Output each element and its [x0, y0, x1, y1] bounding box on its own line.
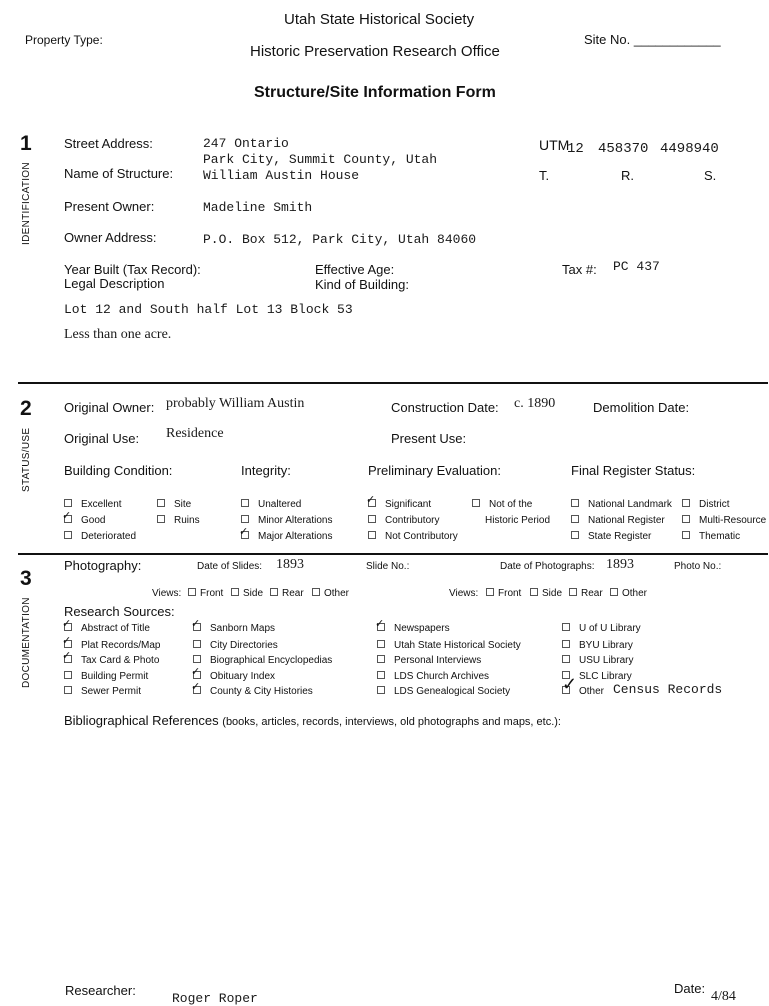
checkbox-minor-alterations[interactable]: Minor Alterations: [241, 515, 332, 526]
form-title: Structure/Site Information Form: [254, 84, 496, 101]
date-of-slides-label: Date of Slides:: [197, 561, 263, 572]
slides-view-rear[interactable]: Rear: [270, 588, 304, 599]
street-address-line-2: Park City, Summit County, Utah: [203, 152, 438, 167]
construction-date-value: c. 1890: [514, 396, 556, 411]
township-label: T.: [539, 168, 550, 183]
checkbox-slc-library[interactable]: SLC Library: [562, 671, 632, 682]
section-2-side-label: STATUS/USE: [21, 427, 32, 492]
photos-view-side[interactable]: Side: [530, 588, 562, 599]
utm-northing: 4498940: [660, 141, 719, 157]
checkbox-national-landmark[interactable]: National Landmark: [571, 499, 672, 510]
legal-description-line-1: Lot 12 and South half Lot 13 Block 53: [64, 302, 353, 317]
section-label: S.: [704, 168, 717, 183]
not-of-historic-period-line-2: Historic Period: [485, 515, 551, 526]
checkbox-personal-interviews[interactable]: Personal Interviews: [377, 655, 481, 666]
checkbox-unaltered[interactable]: Unaltered: [241, 499, 301, 510]
original-owner-value: probably William Austin: [166, 396, 305, 411]
checkbox-excellent[interactable]: Excellent: [64, 499, 122, 510]
checkbox-not-contributory[interactable]: Not Contributory: [368, 531, 458, 542]
kind-of-building-label: Kind of Building:: [315, 277, 409, 292]
checkbox-newspapers[interactable]: ✓ Newspapers: [375, 618, 450, 634]
photo-no-label: Photo No.:: [674, 561, 722, 572]
checkbox-byu-library[interactable]: BYU Library: [562, 640, 633, 651]
property-type-label: Property Type:: [25, 33, 103, 47]
checkbox-u-of-u-library[interactable]: U of U Library: [562, 623, 641, 634]
checkbox-not-of-historic-period[interactable]: Not of the: [472, 499, 532, 510]
slide-no-label: Slide No.:: [366, 561, 410, 572]
utm-label: UTM: [539, 137, 570, 153]
checkbox-good[interactable]: ✓ Good: [62, 510, 106, 526]
photos-view-other[interactable]: Other: [610, 588, 647, 599]
checkbox-contributory[interactable]: Contributory: [368, 515, 439, 526]
section-1-number: 1: [20, 132, 32, 155]
section-divider-1: [18, 382, 768, 384]
photos-view-front[interactable]: Front: [486, 588, 521, 599]
present-owner-value: Madeline Smith: [203, 200, 313, 215]
checkbox-thematic[interactable]: Thematic: [682, 531, 740, 542]
section-1-side-label: IDENTIFICATION: [21, 162, 32, 245]
section-2-number: 2: [20, 397, 32, 420]
original-use-value: Residence: [166, 426, 224, 441]
checkbox-biographical-encyclopedias[interactable]: Biographical Encyclopedias: [193, 655, 332, 666]
checkbox-county-city-histories[interactable]: ✓ County & City Histories: [191, 681, 313, 697]
checkbox-other-source[interactable]: ✓ Other: [562, 674, 605, 697]
checkbox-usu-library[interactable]: USU Library: [562, 655, 633, 666]
building-condition-label: Building Condition:: [64, 463, 173, 478]
checkbox-ruins[interactable]: Ruins: [157, 515, 200, 526]
original-use-label: Original Use:: [64, 431, 140, 446]
date-of-photographs-value: 1893: [606, 557, 634, 572]
present-owner-label: Present Owner:: [64, 199, 155, 214]
date-of-photographs-label: Date of Photographs:: [500, 561, 595, 572]
tax-number-value: PC 437: [613, 259, 660, 274]
checkbox-multi-resource[interactable]: Multi-Resource: [682, 515, 766, 526]
utm-easting: 458370: [598, 141, 649, 157]
bibliographical-references-label: Bibliographical References (books, articles, records, interviews, old photographs and maps, etc.):: [64, 713, 561, 728]
checkbox-significant[interactable]: ✓ Significant: [366, 494, 432, 510]
slides-view-other[interactable]: Other: [312, 588, 349, 599]
owner-address-value: P.O. Box 512, Park City, Utah 84060: [203, 232, 477, 247]
checkbox-sewer-permit[interactable]: Sewer Permit: [64, 686, 141, 697]
date-label: Date:: [674, 981, 706, 996]
date-value: 4/84: [711, 989, 736, 1004]
checkbox-sanborn-maps[interactable]: ✓ Sanborn Maps: [191, 618, 276, 634]
tax-number-label: Tax #:: [562, 262, 597, 277]
year-built-label: Year Built (Tax Record):: [64, 262, 201, 277]
office-name: Historic Preservation Research Office: [250, 43, 500, 60]
preliminary-evaluation-label: Preliminary Evaluation:: [368, 463, 501, 478]
slides-views-label: Views:: [152, 588, 182, 599]
checkbox-plat-records[interactable]: ✓ Plat Records/Map: [62, 635, 161, 651]
checkbox-abstract-of-title[interactable]: ✓ Abstract of Title: [62, 618, 150, 634]
legal-description-label: Legal Description: [64, 276, 165, 291]
checkbox-national-register[interactable]: National Register: [571, 515, 665, 526]
section-3-number: 3: [20, 567, 32, 590]
checkbox-city-directories[interactable]: City Directories: [193, 640, 278, 651]
slides-view-side[interactable]: Side: [231, 588, 263, 599]
society-name: Utah State Historical Society: [284, 11, 475, 28]
researcher-label: Researcher:: [65, 983, 136, 998]
construction-date-label: Construction Date:: [391, 400, 499, 415]
name-of-structure-label: Name of Structure:: [64, 166, 174, 181]
name-of-structure-value: William Austin House: [203, 168, 360, 183]
legal-description-line-2: Less than one acre.: [64, 327, 172, 342]
street-address-label: Street Address:: [64, 136, 153, 151]
street-address-line-1: 247 Ontario: [203, 136, 289, 151]
checkbox-lds-genealogical-society[interactable]: LDS Genealogical Society: [377, 686, 510, 697]
range-label: R.: [621, 168, 634, 183]
integrity-label: Integrity:: [241, 463, 291, 478]
checkbox-lds-church-archives[interactable]: LDS Church Archives: [377, 671, 489, 682]
section-divider-2: [18, 553, 768, 555]
owner-address-label: Owner Address:: [64, 230, 157, 245]
effective-age-label: Effective Age:: [315, 262, 395, 277]
photos-views-label: Views:: [449, 588, 479, 599]
final-register-status-label: Final Register Status:: [571, 463, 696, 478]
checkbox-site[interactable]: Site: [157, 499, 191, 510]
utm-zone: 12: [567, 141, 584, 157]
section-3-side-label: DOCUMENTATION: [21, 597, 32, 688]
checkbox-state-register[interactable]: State Register: [571, 531, 651, 542]
checkbox-major-alterations[interactable]: ✓ Major Alterations: [239, 526, 333, 542]
research-sources-label: Research Sources:: [64, 604, 175, 619]
researcher-value: Roger Roper: [172, 991, 258, 1006]
checkbox-utah-state-historical-society[interactable]: Utah State Historical Society: [377, 640, 521, 651]
checkbox-deteriorated[interactable]: Deteriorated: [64, 531, 136, 542]
demolition-date-label: Demolition Date:: [593, 400, 690, 415]
checkbox-building-permit[interactable]: Building Permit: [64, 671, 148, 682]
checkbox-district[interactable]: District: [682, 499, 730, 510]
date-of-slides-value: 1893: [276, 557, 304, 572]
checkbox-obituary-index[interactable]: ✓ Obituary Index: [191, 666, 276, 682]
photography-label: Photography:: [64, 558, 142, 573]
site-no-label: Site No. ____________: [584, 32, 721, 47]
other-source-value: Census Records: [613, 682, 723, 697]
photos-view-rear[interactable]: Rear: [569, 588, 603, 599]
checkbox-tax-card[interactable]: ✓ Tax Card & Photo: [62, 650, 160, 666]
present-use-label: Present Use:: [391, 431, 467, 446]
original-owner-label: Original Owner:: [64, 400, 155, 415]
slides-view-front[interactable]: Front: [188, 588, 223, 599]
